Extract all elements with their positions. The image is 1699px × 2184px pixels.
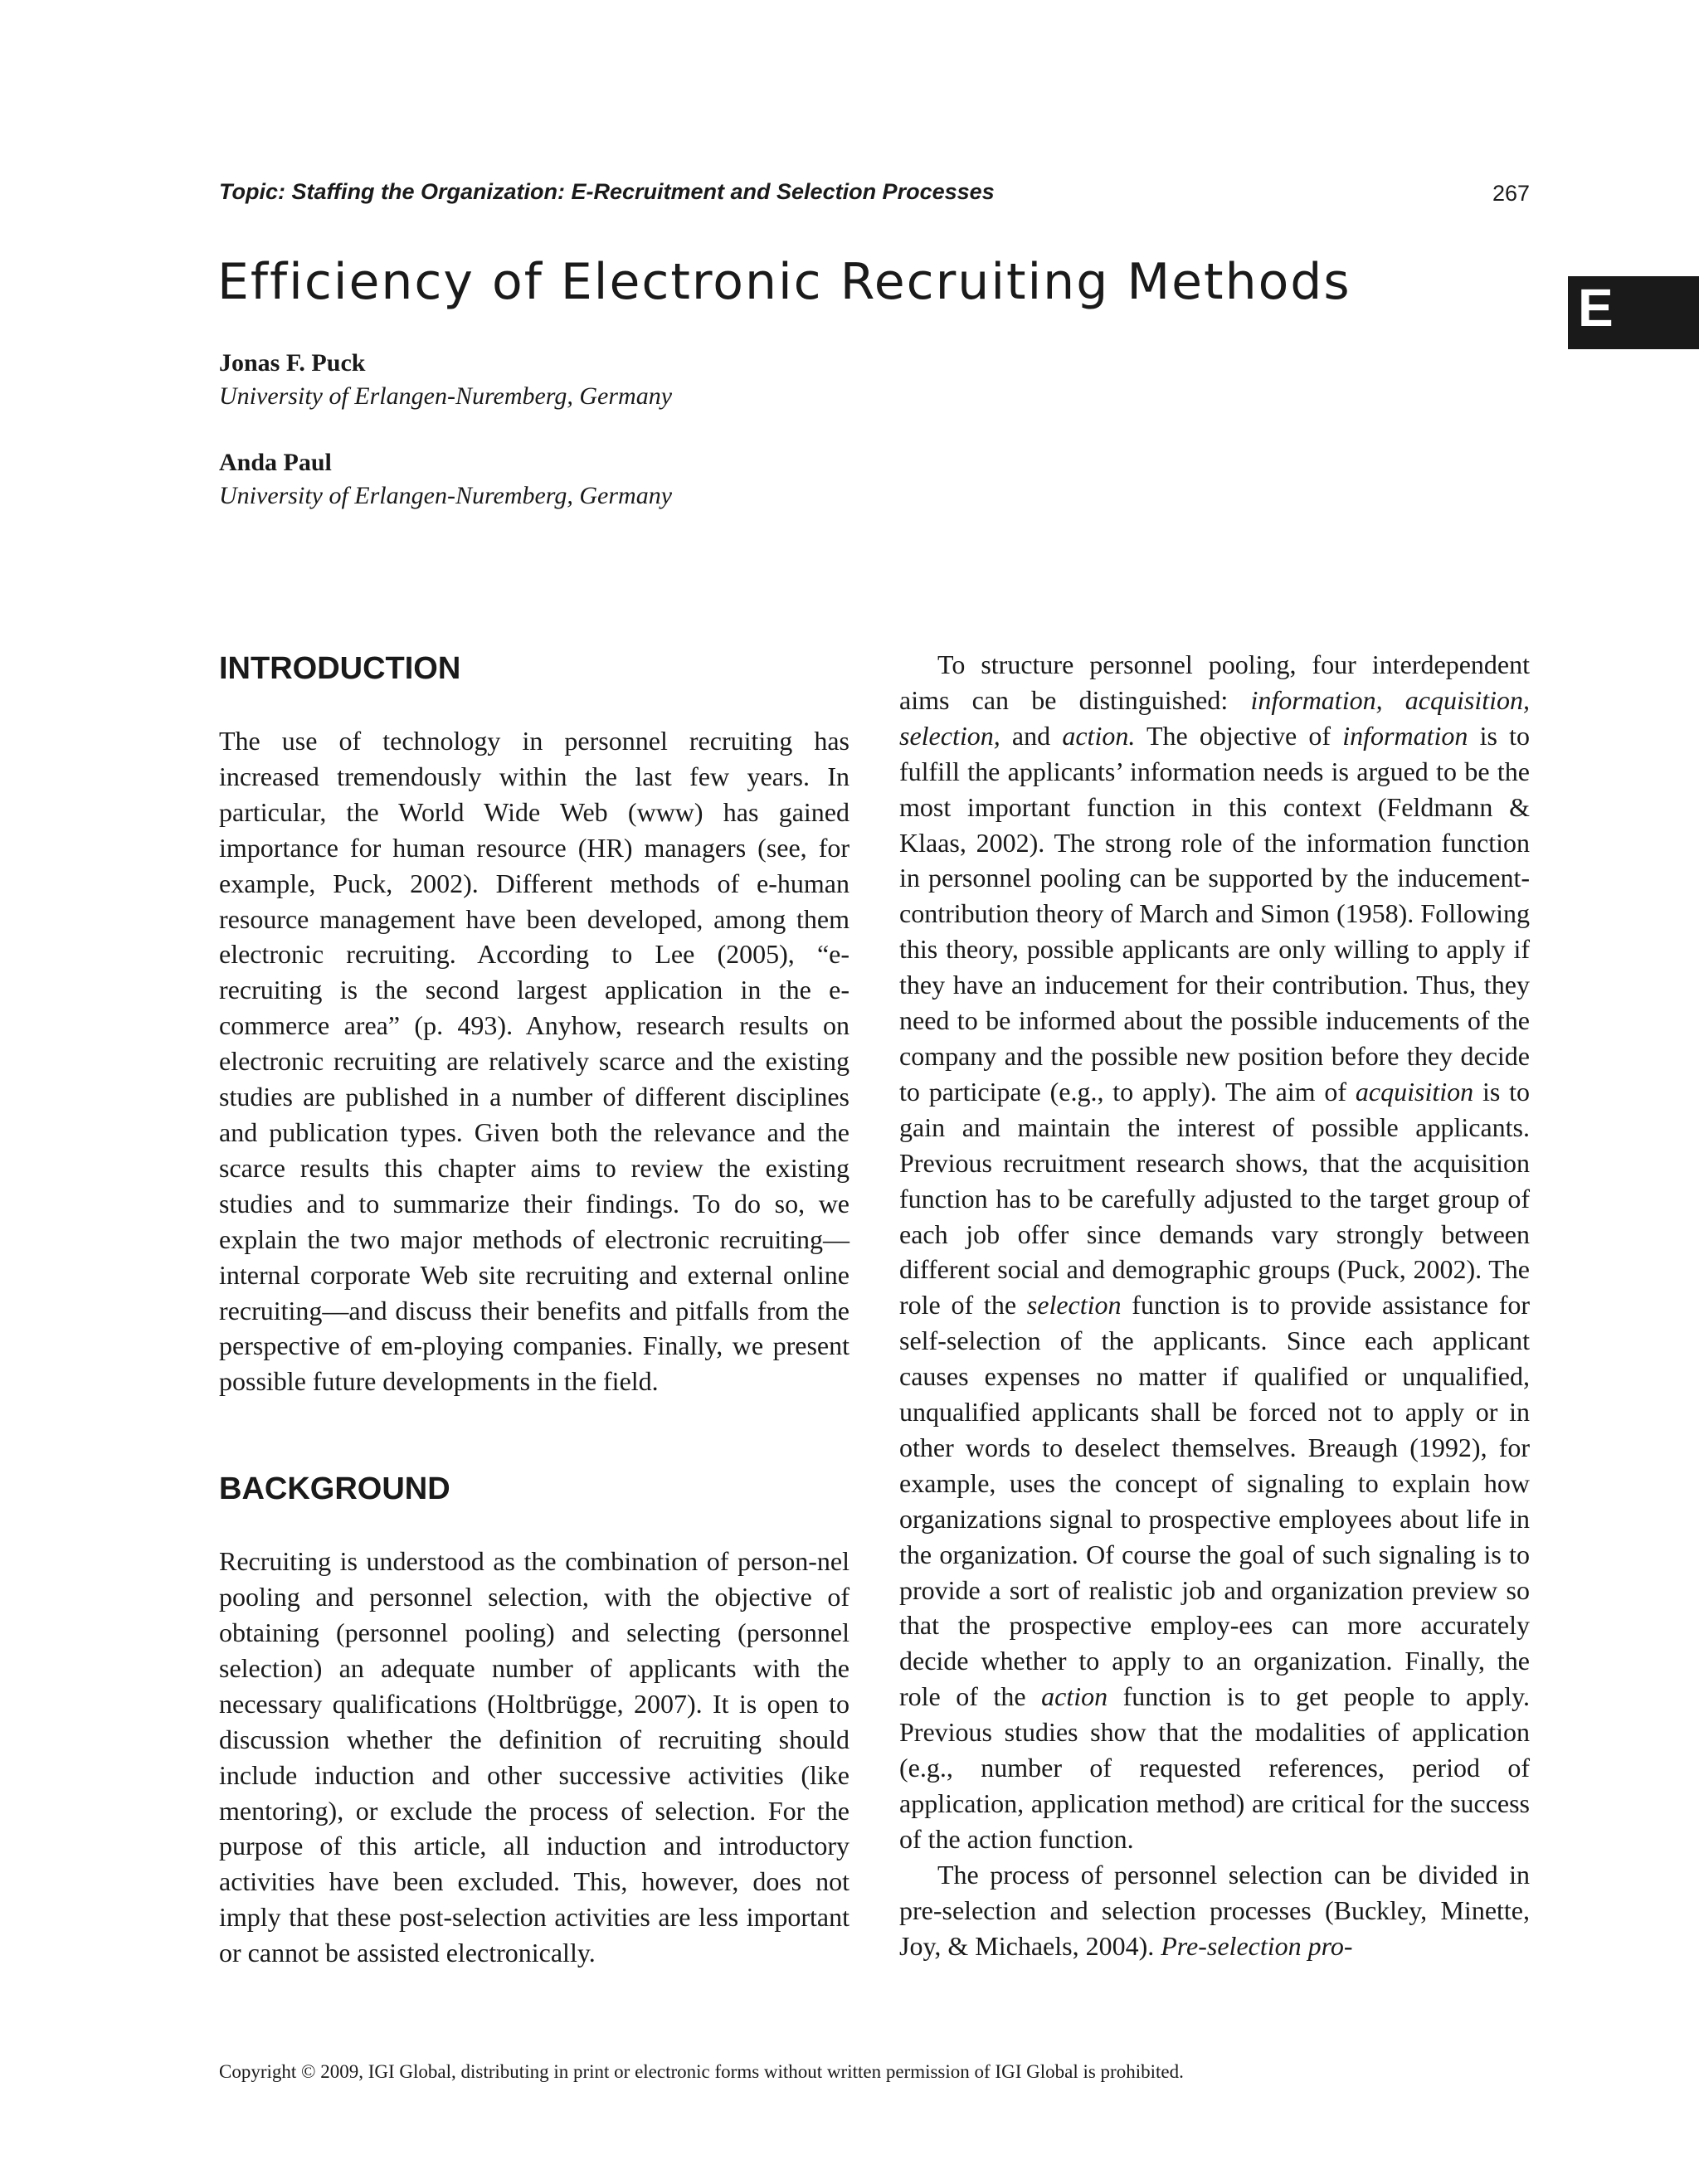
emphasis-text: information [1342, 720, 1468, 751]
emphasis-text: action [1041, 1681, 1108, 1712]
emphasis-text: information, acquisition, selection, [899, 684, 1531, 751]
personnel-selection-paragraph: The process of personnel selection can be divided in pre-selection and selection processes (Buckley, Minette, Joy, & Michaels, 2004). Pre-selection pro- [899, 1859, 1530, 1961]
emphasis-text: acquisition [1355, 1076, 1474, 1107]
section-letter-tab [1568, 276, 1699, 349]
emphasis-text: Pre-selection pro- [1161, 1930, 1353, 1961]
personnel-pooling-paragraph: To structure personnel pooling, four interdependent aims can be distinguished: information, acquisition, selection, and action. The objective of information is to fulfill the applicants’ information needs is argued to be the most important function in this context (Feldmann & Klaas, 2002). The strong role of the information function in personnel pooling can be supported by the inducement-contribution theory of March and Simon (1958). Following this theory, possible applicants are only willing to apply if they have an inducement for their contribution. Thus, they need to be informed about the possible inducements of the company and the possible new position before they decide to participate (e.g., to apply). The aim of acquisition is to gain and maintain the interest of possible applicants. Previous recruitment research shows, that the acquisition function has to be carefully adjusted to the target group of each job offer since demands vary strongly between different social and demographic groups (Puck, 2002). The role of the selection function is to provide assistance for self-selection of the applicants. Since each applicant causes expenses no matter if qualified or unqualified, unqualified applicants shall be forced not to apply or in other words to deselect themselves. Breaugh (1992), for example, uses the concept of signaling to explain how organizations signal to prospective employees about life in the organization. Of course the goal of such signaling is to provide a sort of realistic job and organization preview so that the prospective employ-ees can more accurately decide whether to apply to an organization. Finally, the role of the action function is to get people to apply. Previous studies show that the modalities of application (e.g., number of requested references, period of application, application method) are critical for the success of the action function. [899, 649, 1531, 1854]
background-paragraph: Recruiting is understood as the combination of person-nel pooling and personnel selection, with the objective of obtaining (personnel pooling) and selecting (personnel selection) an adequate number of applicants with the necessary qualifications (Holtbrügge, 2007). It is open to discussion whether the definition of recruiting should include induction and other successive activities (like mentoring), or exclude the process of selection. For the purpose of this article, all induction and introductory activities have been excluded. This, however, does not imply that these post-selection activities are less important or cannot be assisted electronically. [219, 1546, 850, 1968]
author-2 [219, 446, 672, 513]
author-1 [219, 347, 672, 413]
section-letter: E [1578, 278, 1614, 338]
left-column [219, 647, 850, 1971]
introduction-paragraph: The use of technology in personnel recruiting has increased tremendously within the last few years. In particular, the World Wide Web (www) has gained importance for human resource (HR) managers (see, for example, Puck, 2002). Different methods of e-human resource management have been developed, among them electronic recruiting. According to Lee (2005), “e-recruiting is the second largest application in the e-commerce area” (p. 493). Anyhow, research results on electronic recruiting are relatively scarce and the existing studies are published in a number of different disciplines and publication types. Given both the relevance and the scarce results this chapter aims to review the existing studies and to summarize their findings. To do so, we explain the two major methods of electronic recruiting—internal corporate Web site recruiting and external online recruiting—and discuss their benefits and pitfalls from the perspective of em-ploying companies. Finally, we present possible future developments in the field. [219, 726, 850, 1397]
page-number: 267 [1492, 181, 1530, 206]
author-name: Anda Paul [219, 449, 332, 476]
copyright-notice: Copyright © 2009, IGI Global, distributing in print or electronic forms without written permission of IGI Global is prohibited. [219, 2061, 1184, 2082]
author-affiliation: University of Erlangen-Nuremberg, Germany [219, 482, 673, 509]
author-affiliation: University of Erlangen-Nuremberg, Germany [219, 382, 673, 410]
author-name: Jonas F. Puck [219, 349, 366, 377]
topic-heading: Topic: Staffing the Organization: E-Recruitment and Selection Processes [219, 179, 995, 204]
background-heading: BACKGROUND [219, 1471, 450, 1507]
article-title: Efficiency of Electronic Recruiting Methods [217, 253, 1351, 311]
right-column [899, 647, 1530, 1964]
emphasis-text: selection [1026, 1290, 1122, 1321]
emphasis-text: action. [1062, 720, 1136, 751]
introduction-heading: INTRODUCTION [219, 651, 461, 686]
running-head [219, 179, 1530, 212]
